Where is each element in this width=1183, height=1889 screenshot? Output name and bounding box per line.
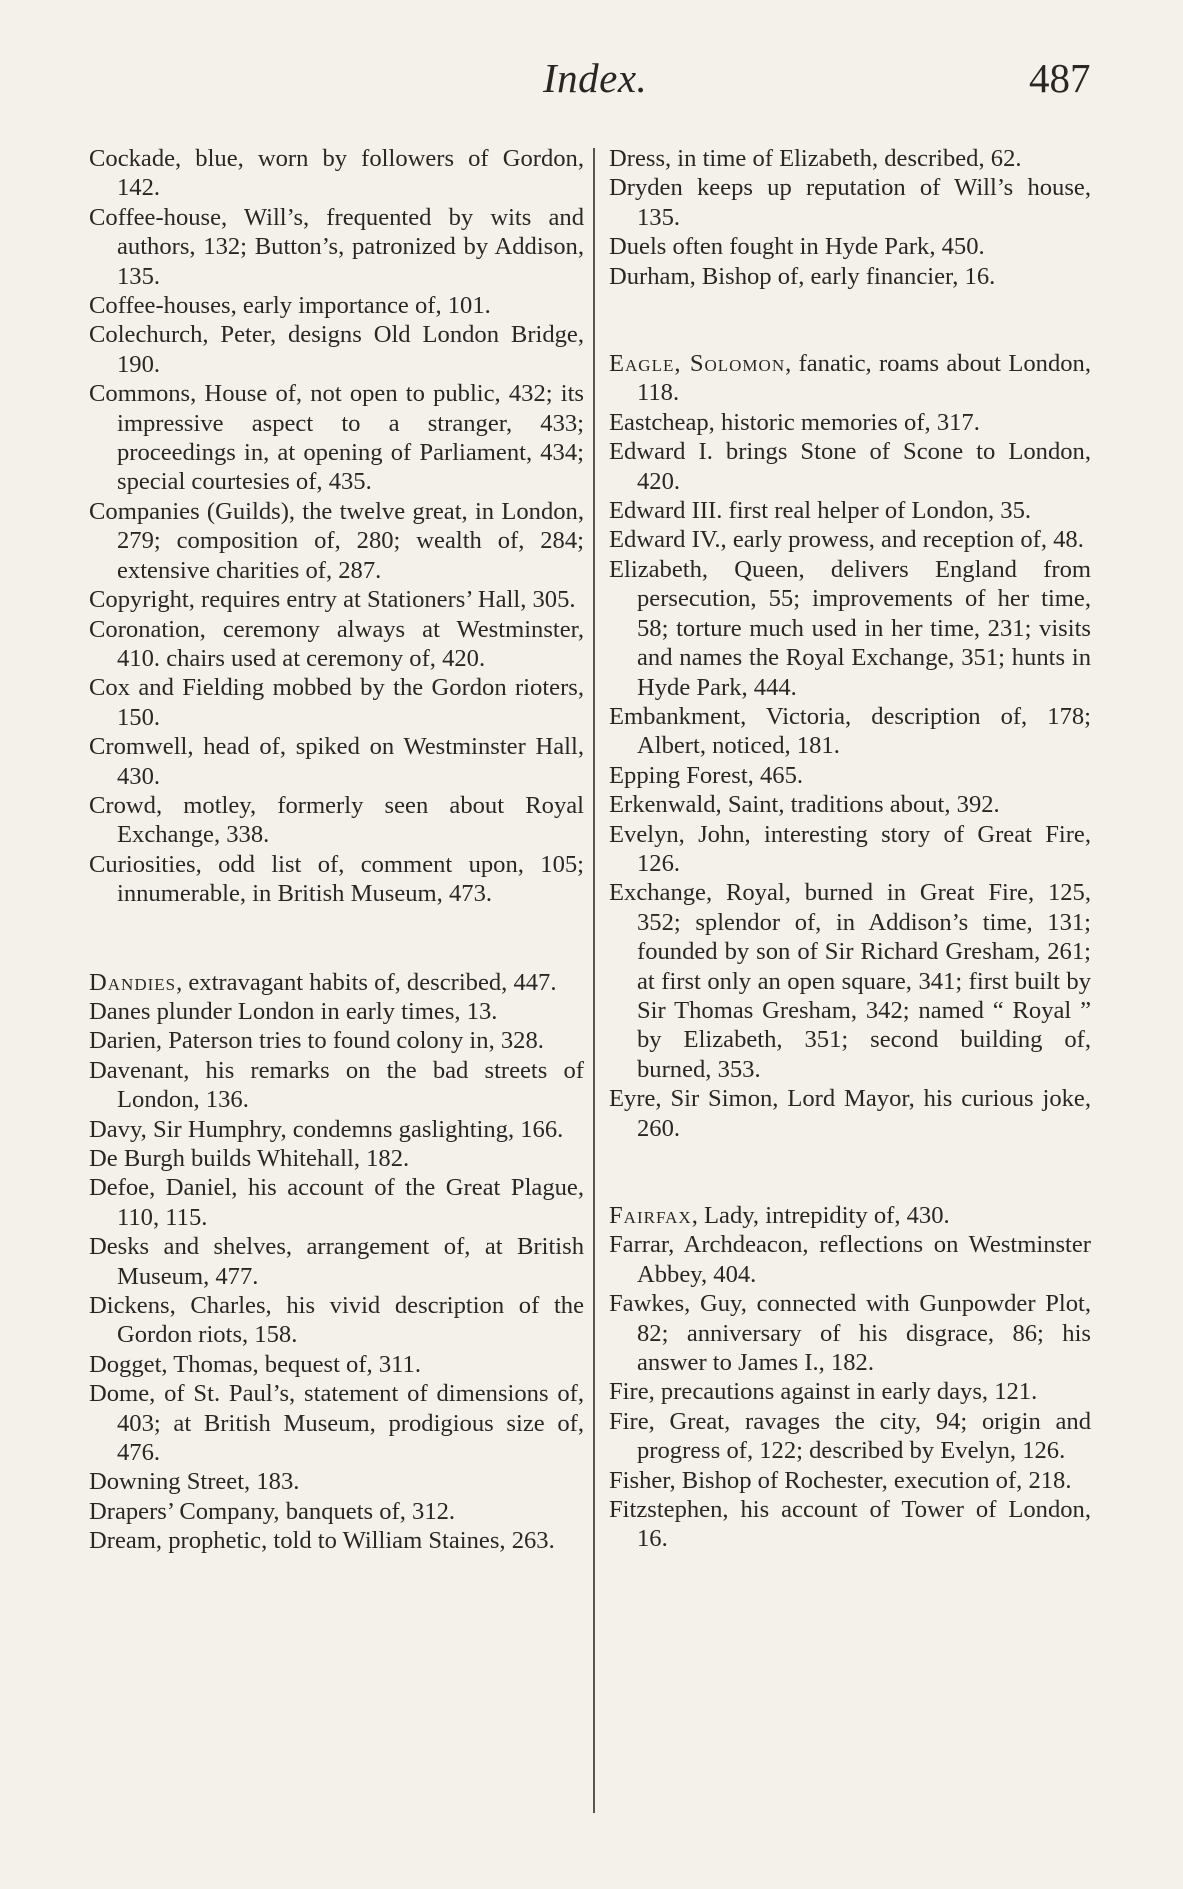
index-entry: De Burgh builds Whitehall, 182. <box>89 1145 410 1172</box>
index-entry: Dress, in time of Elizabeth, described, 62. <box>609 145 1022 172</box>
section-lead-word: Dandies <box>89 968 177 996</box>
index-entry: Fire, precautions against in early days, 121. <box>609 1378 1038 1406</box>
entry-text: , fanatic, roams about London, 118. <box>637 350 1091 407</box>
right-column <box>609 144 1091 1554</box>
index-entry: Coffee-houses, early importance of, 101. <box>89 292 491 320</box>
section-gap <box>609 1143 1091 1201</box>
index-entry: Durham, Bishop of, early financier, 16. <box>609 262 996 290</box>
index-entry: Cox and Fielding mobbed by the Gordon rioters, 150. <box>89 674 584 731</box>
section-gap <box>609 291 1091 349</box>
index-entry: Commons, House of, not open to public, 432; its impressive aspect to a stranger, 433; proceedings in, at opening of Parliament, 434; special courtesies of, 435. <box>89 380 584 496</box>
column-divider <box>593 148 595 1813</box>
index-entry: Dome, of St. Paul’s, statement of dimensions of, 403; at British Museum, prodigious size of, 476. <box>89 1380 584 1467</box>
index-entry: Companies (Guilds), the twelve great, in London, 279; composition of, 280; wealth of, 284; extensive charities of, 287. <box>89 497 584 584</box>
index-entry: Farrar, Archdeacon, reflections on Westminster Abbey, 404. <box>609 1231 1091 1288</box>
index-entry: Fire, Great, ravages the city, 94; origin and progress of, 122; described by Evelyn, 126. <box>609 1407 1091 1465</box>
index-entry: Edward I. brings Stone of Scone to London, 420. <box>609 438 1091 495</box>
index-entry: Fawkes, Guy, connected with Gunpowder Plot, 82; anniversary of his disgrace, 86; his answer to James I., 182. <box>609 1290 1091 1377</box>
index-entry: Curiosities, odd list of, comment upon, 105; innumerable, in British Museum, 473. <box>89 850 584 908</box>
index-entry: Dryden keeps up reputation of Will’s house, 135. <box>609 174 1091 231</box>
index-entry: Downing Street, 183. <box>89 1468 300 1496</box>
index-entry: Cockade, blue, worn by followers of Gordon, 142. <box>89 145 584 202</box>
index-entry: Dickens, Charles, his vivid description of the Gordon riots, 158. <box>89 1292 584 1349</box>
index-entry <box>609 1201 1091 1230</box>
index-entry: Embankment, Victoria, description of, 178; Albert, noticed, 181. <box>609 702 1091 760</box>
entry-text: , extravagant habits of, described, 447. <box>176 968 557 996</box>
index-entry: Erkenwald, Saint, traditions about, 392. <box>609 791 1000 819</box>
index-entry: Exchange, Royal, burned in Great Fire, 125, 352; splendor of, in Addison’s time, 131; founded by son of Sir Richard Gresham, 261; at first only an open square, 341; first built by Sir Thomas Gresham, 342; named “ Royal ” by Elizabeth, 351; second building of, burned, 353. <box>609 879 1091 1083</box>
index-entry: Elizabeth, Queen, delivers England from persecution, 55; improvements of her time, 58; torture much used in her time, 231; visits and names the Royal Exchange, 351; hunts in Hyde Park, 444. <box>609 555 1091 701</box>
index-entry: Darien, Paterson tries to found colony in, 328. <box>89 1027 544 1055</box>
running-head <box>0 52 1183 112</box>
index-entry: Evelyn, John, interesting story of Great Fire, 126. <box>609 820 1091 877</box>
index-entry: Colechurch, Peter, designs Old London Bridge, 190. <box>89 321 584 378</box>
index-entry: Eastcheap, historic memories of, 317. <box>609 408 980 436</box>
index-entry: Coronation, ceremony always at Westminster, 410. chairs used at ceremony of, 420. <box>89 615 584 672</box>
section-gap <box>89 909 584 968</box>
index-entry: Copyright, requires entry at Stationers’ Hall, 305. <box>89 586 576 614</box>
index-entry: Crowd, motley, formerly seen about Royal Exchange, 338. <box>89 791 584 849</box>
index-entry: Defoe, Daniel, his account of the Great Plague, 110, 115. <box>89 1174 584 1231</box>
index-entry: Drapers’ Company, banquets of, 312. <box>89 1497 456 1525</box>
index-entry <box>89 968 584 997</box>
index-entry: Fitzstephen, his account of Tower of London, 16. <box>609 1496 1091 1553</box>
index-entry: Desks and shelves, arrangement of, at British Museum, 477. <box>89 1233 584 1290</box>
index-entry: Danes plunder London in early times, 13. <box>89 997 498 1025</box>
index-entry: Edward III. first real helper of London, 35. <box>609 497 1032 525</box>
index-entry: Duels often fought in Hyde Park, 450. <box>609 233 985 261</box>
section-lead-word: Fairfax <box>609 1202 692 1229</box>
index-entry: Dogget, Thomas, bequest of, 311. <box>89 1350 421 1378</box>
index-entry: Edward IV., early prowess, and reception of, 48. <box>609 526 1084 554</box>
index-entry: Davenant, his remarks on the bad streets of London, 136. <box>89 1056 584 1114</box>
page-number: 487 <box>1029 55 1091 101</box>
index-entry: Eyre, Sir Simon, Lord Mayor, his curious joke, 260. <box>609 1085 1091 1142</box>
index-entry <box>609 349 1091 408</box>
index-entry: Dream, prophetic, told to William Staines, 263. <box>89 1527 555 1555</box>
index-entry: Fisher, Bishop of Rochester, execution of, 218. <box>609 1466 1072 1494</box>
index-entry: Cromwell, head of, spiked on Westminster Hall, 430. <box>89 733 584 790</box>
index-entry: Epping Forest, 465. <box>609 761 804 789</box>
index-entry: Davy, Sir Humphry, condemns gaslighting, 166. <box>89 1115 564 1143</box>
index-entry: Coffee-house, Will’s, frequented by wits and authors, 132; Button’s, patronized by Addison, 135. <box>89 203 584 290</box>
left-column <box>89 144 584 1556</box>
section-lead-word: Eagle, Solomon <box>609 350 786 378</box>
entry-text: , Lady, intrepidity of, 430. <box>691 1202 950 1229</box>
page-title: Index. <box>543 55 648 101</box>
